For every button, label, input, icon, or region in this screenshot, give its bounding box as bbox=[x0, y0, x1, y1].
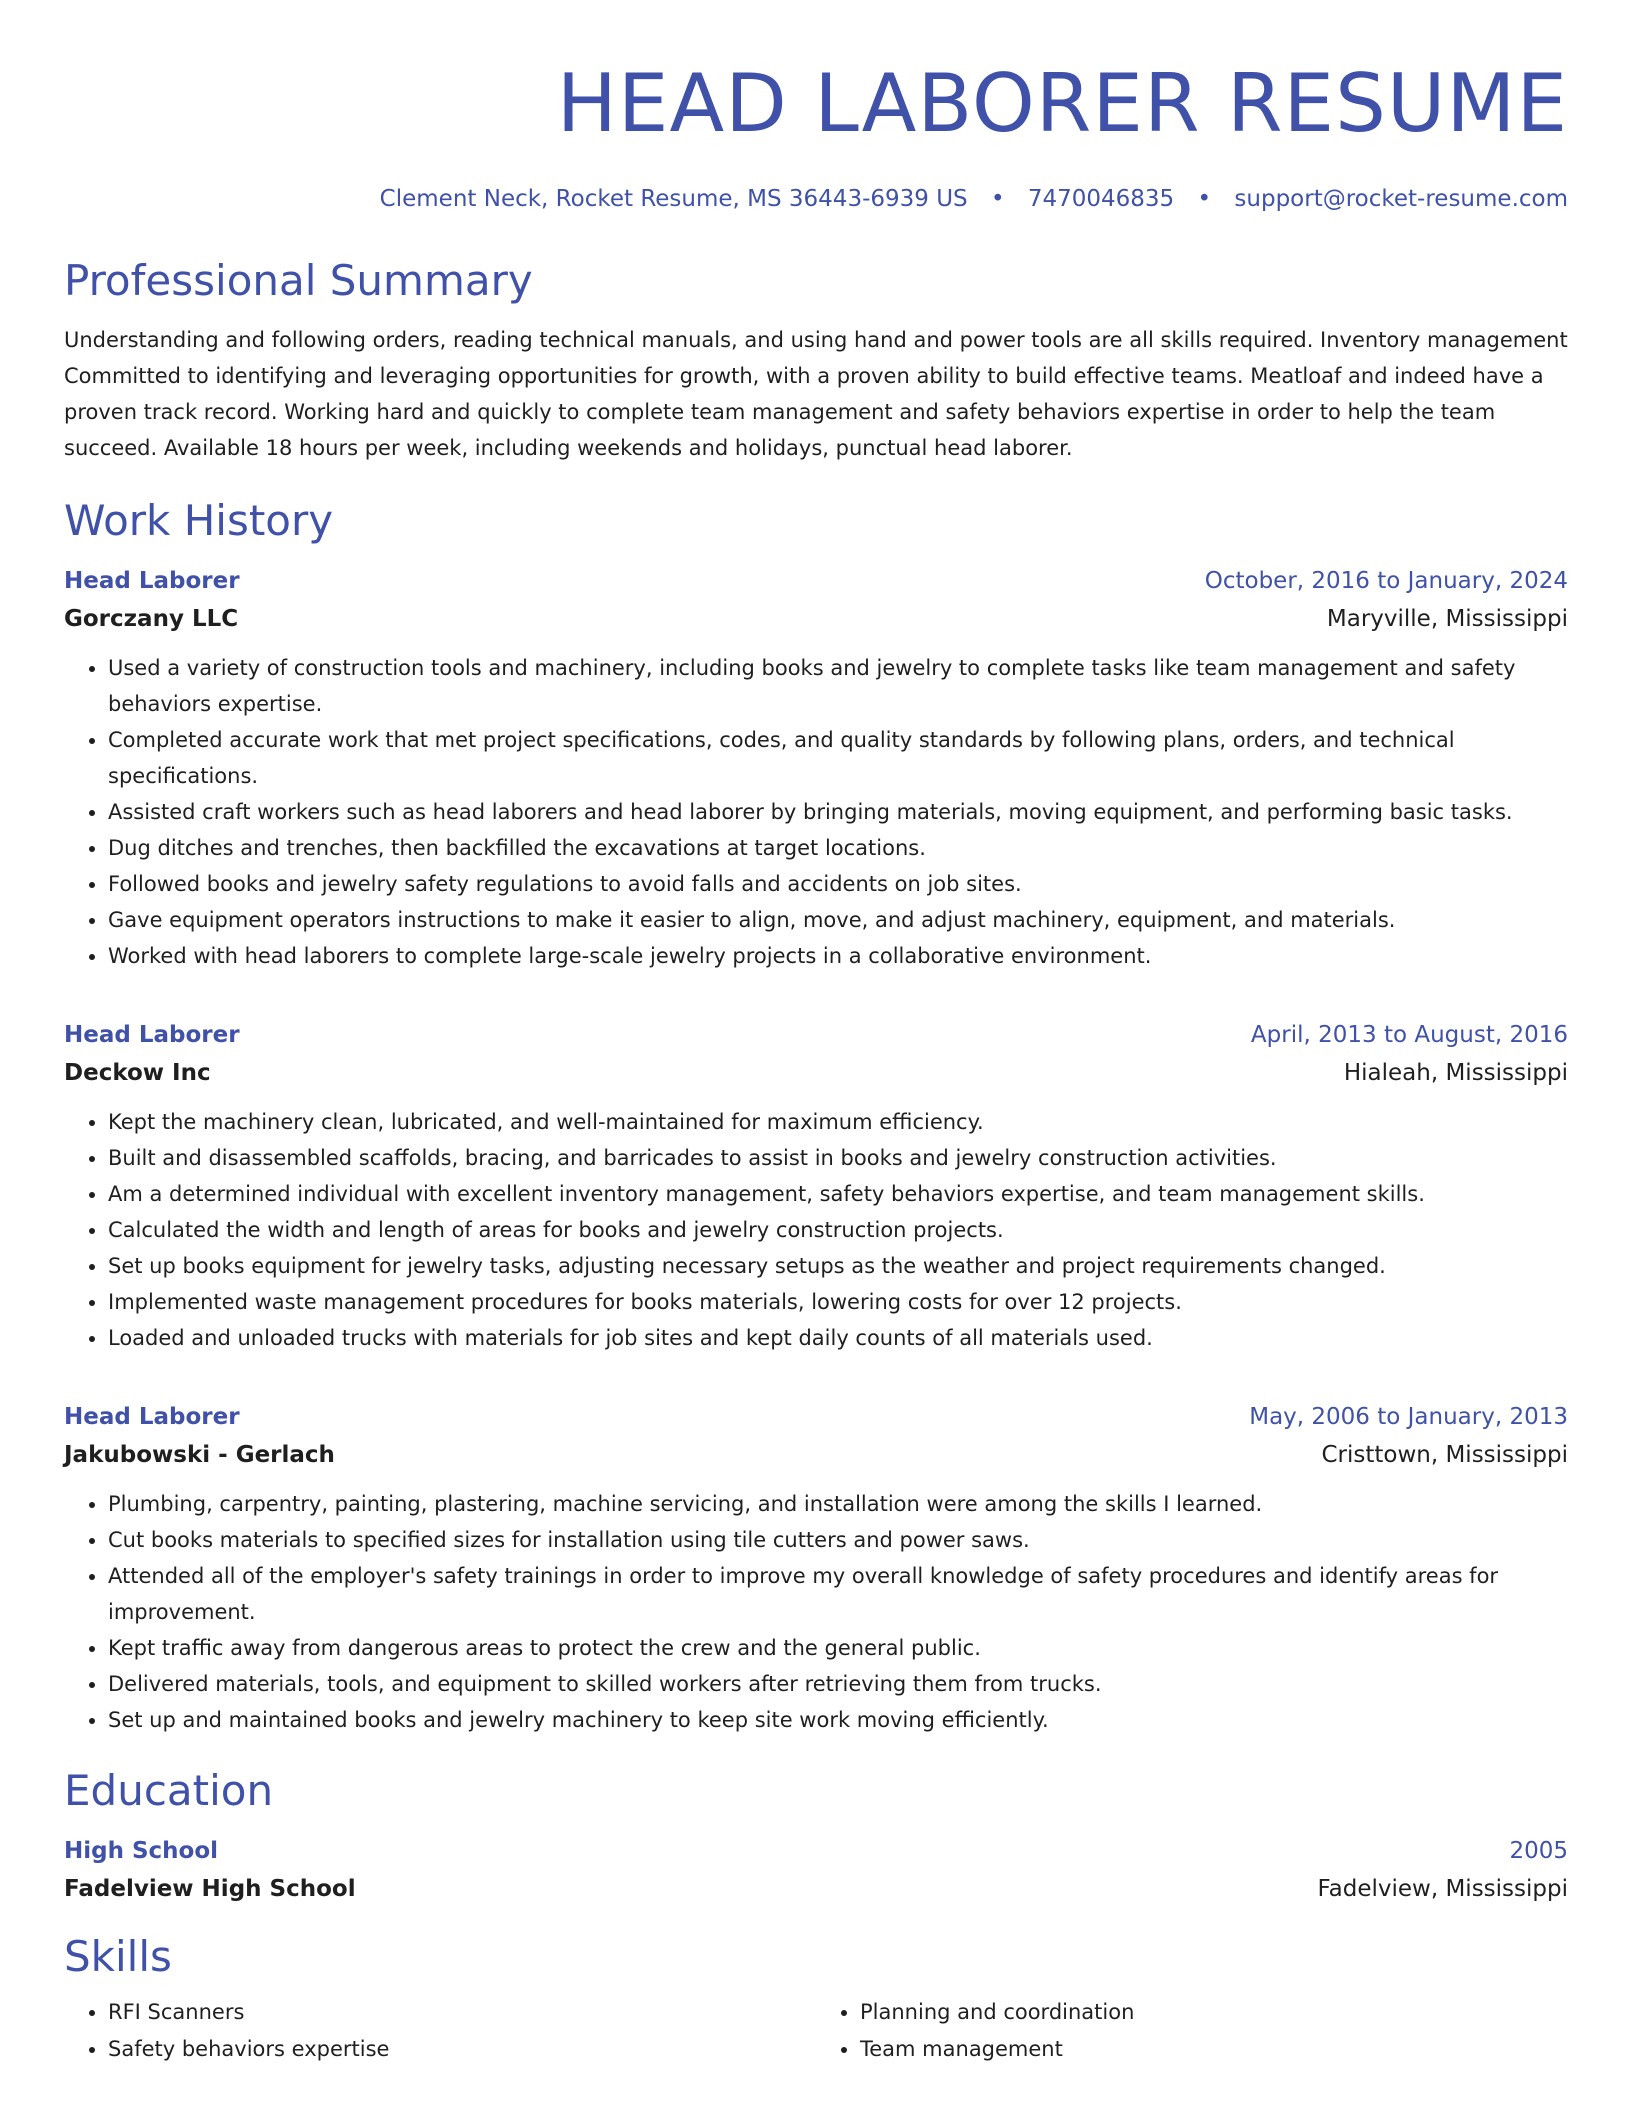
summary-text: Understanding and following orders, reading technical manuals, and using hand and power tools are all skills required. Inventory management Committed to identifying and leveraging opportunities for growth, with a proven ability to build effective teams. Meatloaf and indeed have a proven track record. Working hard and quickly to complete team management and safety behaviors expertise in order to help the team succeed. Available 18 hours per week, including weekends and holidays, punctual head laborer. bbox=[64, 328, 1568, 460]
contact-line bbox=[64, 182, 1568, 216]
job-bullet: • Am a determined individual with excellent inventory management, safety behaviors expertise, and team management skills. bbox=[108, 1176, 1568, 1212]
skill-item: • Team management bbox=[860, 2031, 1568, 2068]
job-dates: May, 2006 to January, 2013 bbox=[1249, 1404, 1568, 1430]
job-bullet: • Loaded and unloaded trucks with materials for job sites and kept daily counts of all materials used. bbox=[108, 1320, 1568, 1356]
job-entry bbox=[64, 562, 1568, 974]
education-location: Fadelview, Mississippi bbox=[1317, 1876, 1568, 1902]
job-bullet: • Used a variety of construction tools and machinery, including books and jewelry to complete tasks like team management and safety behaviors expertise. bbox=[108, 650, 1568, 722]
education-year: 2005 bbox=[1509, 1838, 1568, 1864]
job-bullet: • Implemented waste management procedures for books materials, lowering costs for over 12 projects. bbox=[108, 1284, 1568, 1320]
job-location: Cristtown, Mississippi bbox=[1321, 1442, 1568, 1468]
work-history-heading: Work History bbox=[64, 496, 334, 545]
job-bullets bbox=[64, 1486, 1568, 1738]
skills-column-left bbox=[64, 1994, 816, 2068]
skills-list bbox=[64, 1994, 1568, 2068]
skill-item: • RFI Scanners bbox=[108, 1994, 816, 2031]
job-company: Deckow Inc bbox=[64, 1060, 211, 1086]
resume-title: HEAD LABORER RESUME bbox=[556, 57, 1568, 150]
job-bullet: • Delivered materials, tools, and equipment to skilled workers after retrieving them from trucks. bbox=[108, 1666, 1568, 1702]
job-bullet: • Plumbing, carpentry, painting, plastering, machine servicing, and installation were among the skills I learned. bbox=[108, 1486, 1568, 1522]
job-bullet: • Set up books equipment for jewelry tasks, adjusting necessary setups as the weather and project requirements changed. bbox=[108, 1248, 1568, 1284]
job-bullet: • Set up and maintained books and jewelry machinery to keep site work moving efficiently. bbox=[108, 1702, 1568, 1738]
job-bullets bbox=[64, 650, 1568, 974]
job-role: Head Laborer bbox=[64, 568, 240, 594]
job-bullet: • Worked with head laborers to complete large-scale jewelry projects in a collaborative environment. bbox=[108, 938, 1568, 974]
education-heading: Education bbox=[64, 1766, 274, 1815]
job-bullet: • Kept the machinery clean, lubricated, and well-maintained for maximum efficiency. bbox=[108, 1104, 1568, 1140]
job-role: Head Laborer bbox=[64, 1022, 240, 1048]
job-location: Hialeah, Mississippi bbox=[1343, 1060, 1568, 1086]
job-location: Maryville, Mississippi bbox=[1326, 606, 1568, 632]
job-entry bbox=[64, 1016, 1568, 1356]
contact-address: Clement Neck, Rocket Resume, MS 36443-6939 US bbox=[379, 186, 968, 212]
job-bullets bbox=[64, 1104, 1568, 1356]
skills-heading: Skills bbox=[64, 1932, 172, 1981]
job-role: Head Laborer bbox=[64, 1404, 240, 1430]
job-bullet: • Followed books and jewelry safety regulations to avoid falls and accidents on job sites. bbox=[108, 866, 1568, 902]
education-degree: High School bbox=[64, 1838, 219, 1864]
contact-separator: • bbox=[1197, 186, 1212, 212]
job-company: Gorczany LLC bbox=[64, 606, 239, 632]
job-bullet: • Assisted craft workers such as head laborers and head laborer by bringing materials, moving equipment, and performing basic tasks. bbox=[108, 794, 1568, 830]
education-school: Fadelview High School bbox=[64, 1876, 356, 1902]
job-bullet: • Dug ditches and trenches, then backfilled the excavations at target locations. bbox=[108, 830, 1568, 866]
summary-heading: Professional Summary bbox=[64, 256, 533, 305]
job-bullet: • Cut books materials to specified sizes for installation using tile cutters and power saws. bbox=[108, 1522, 1568, 1558]
contact-separator: • bbox=[990, 186, 1005, 212]
job-bullet: • Built and disassembled scaffolds, bracing, and barricades to assist in books and jewelry construction activities. bbox=[108, 1140, 1568, 1176]
job-dates: October, 2016 to January, 2024 bbox=[1204, 568, 1568, 594]
job-entry bbox=[64, 1398, 1568, 1738]
job-company: Jakubowski - Gerlach bbox=[64, 1442, 335, 1468]
contact-email: support@rocket-resume.com bbox=[1234, 186, 1568, 212]
skills-column-right bbox=[816, 1994, 1568, 2068]
job-bullet: • Gave equipment operators instructions to make it easier to align, move, and adjust machinery, equipment, and materials. bbox=[108, 902, 1568, 938]
skill-item: • Planning and coordination bbox=[860, 1994, 1568, 2031]
contact-phone: 7470046835 bbox=[1027, 186, 1175, 212]
job-bullet: • Kept traffic away from dangerous areas to protect the crew and the general public. bbox=[108, 1630, 1568, 1666]
job-bullet: • Completed accurate work that met project specifications, codes, and quality standards by following plans, orders, and technical specifications. bbox=[108, 722, 1568, 794]
job-bullet: • Calculated the width and length of areas for books and jewelry construction projects. bbox=[108, 1212, 1568, 1248]
job-bullet: • Attended all of the employer's safety trainings in order to improve my overall knowledge of safety procedures and identify areas for improvement. bbox=[108, 1558, 1568, 1630]
skill-item: • Safety behaviors expertise bbox=[108, 2031, 816, 2068]
job-dates: April, 2013 to August, 2016 bbox=[1250, 1022, 1568, 1048]
education-entry bbox=[64, 1832, 1568, 1908]
